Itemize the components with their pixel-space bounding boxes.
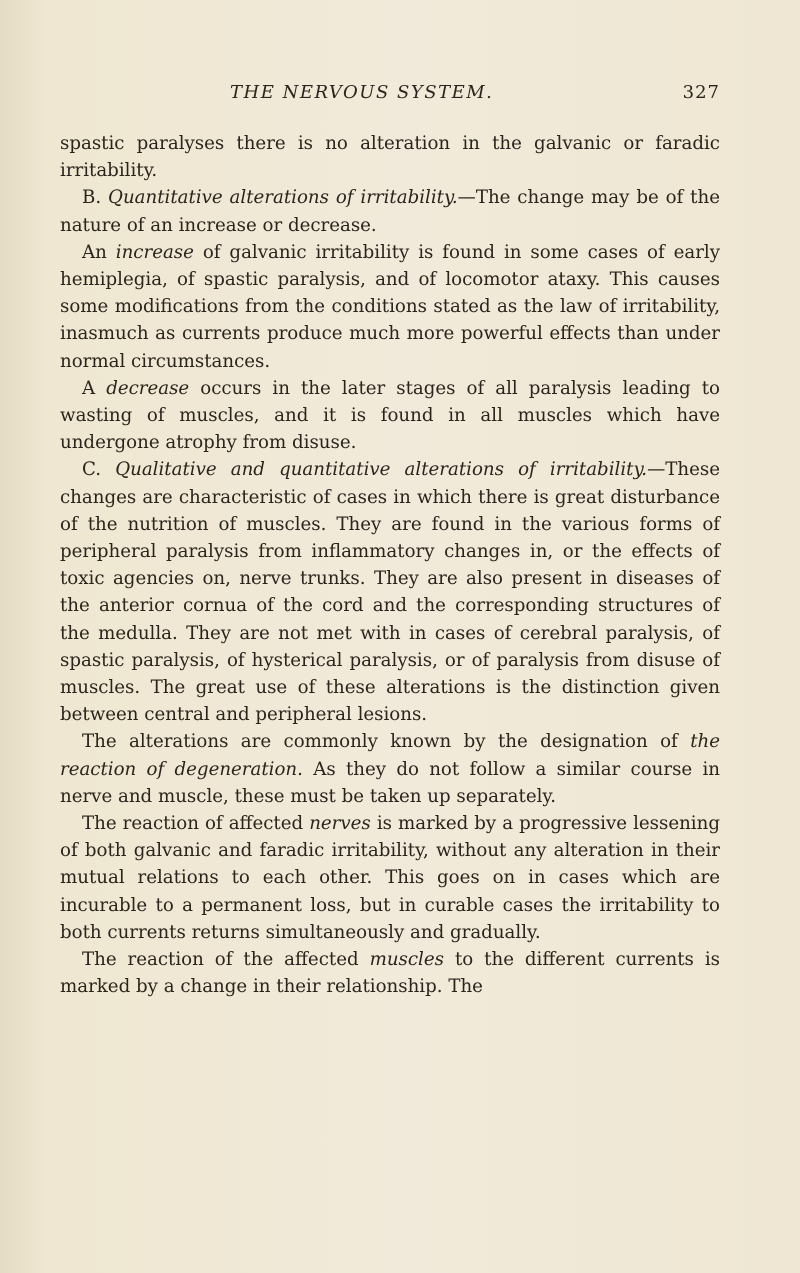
paragraph-6-lead: The alterations are commonly known by the designation of [82, 731, 678, 753]
paragraph-8-text: to the different currents is marked by a change in their relationship. The [60, 949, 720, 998]
paragraph-7-lead: The reaction of affected [82, 813, 304, 835]
paragraph-6-emphasis: the reaction of degeneration. [60, 731, 720, 780]
paragraph-4 [60, 375, 720, 457]
section-title-c: Qualitative and quantitative alterations of irritability. [115, 459, 648, 481]
running-head: THE NERVOUS SYSTEM. [230, 82, 494, 103]
paragraph-6-text: As they do not follow a similar course in nerve and muscle, these must be taken up separately. [60, 758, 720, 807]
paragraph-4-lead: A [82, 377, 96, 399]
paragraph-6 [60, 728, 720, 810]
paragraph-3-lead: An [82, 241, 107, 263]
paragraph-5-text: —These changes are characteristic of cases in which there is great disturbance of the nutrition of muscles. They are found in the various forms of peripheral paralysis from inflammatory changes in, or the effects of toxic agencies on, nerve trunks. They are also present in diseases of the anterior cornua of the cord and the corresponding structures of the medulla. They are not met with in cases of cerebral paralysis, of spastic paralysis, of hysterical paralysis, or of paralysis from disuse of muscles. The great use of these alterations is the distinction given between central and peripheral lesions. [60, 459, 720, 726]
paragraph-7-emphasis: nerves [309, 813, 371, 835]
paragraph-4-emphasis: decrease [106, 377, 190, 399]
paragraph-1 [60, 130, 720, 184]
paragraph-8-lead: The reaction of the affected [82, 949, 359, 971]
section-label-b: B. [82, 187, 102, 209]
paragraph-8 [60, 946, 720, 1000]
page-number: 327 [682, 82, 720, 103]
paragraph-2-text: —The change may be of the nature of an increase or decrease. [60, 187, 720, 236]
paragraph-7-text: is marked by a progressive lessening of both galvanic and faradic irritability, without any alteration in their mutual relations to each other. This goes on in cases which are incurable to a permanent loss, but in curable cases the irritability to both currents returns simultaneously and gradually. [60, 813, 720, 943]
paragraph-8-emphasis: muscles [369, 949, 444, 971]
page-header [60, 80, 720, 110]
paragraph-1-text: spastic paralyses there is no alteration in the galvanic or faradic irritability. [60, 133, 720, 182]
paragraph-3-text: of galvanic irritability is found in some cases of early hemiplegia, of spastic paralysis, and of locomotor ataxy. This causes some modifications from the conditions stated as the law of irritability, inasmuch as currents produce much more powerful effects than under normal circumstances. [60, 241, 720, 372]
paragraph-7 [60, 810, 720, 946]
section-label-c: C. [82, 459, 102, 481]
paragraph-3-emphasis: increase [115, 241, 194, 263]
body-text [60, 130, 720, 1001]
paragraph-5 [60, 456, 720, 728]
paragraph-2 [60, 184, 720, 238]
paragraph-3 [60, 239, 720, 375]
section-title-b: Quantitative alterations of irritability. [108, 187, 458, 209]
paragraph-4-text: occurs in the later stages of all paralysis leading to wasting of muscles, and it is found in all muscles which have undergone atrophy from disuse. [60, 377, 720, 454]
